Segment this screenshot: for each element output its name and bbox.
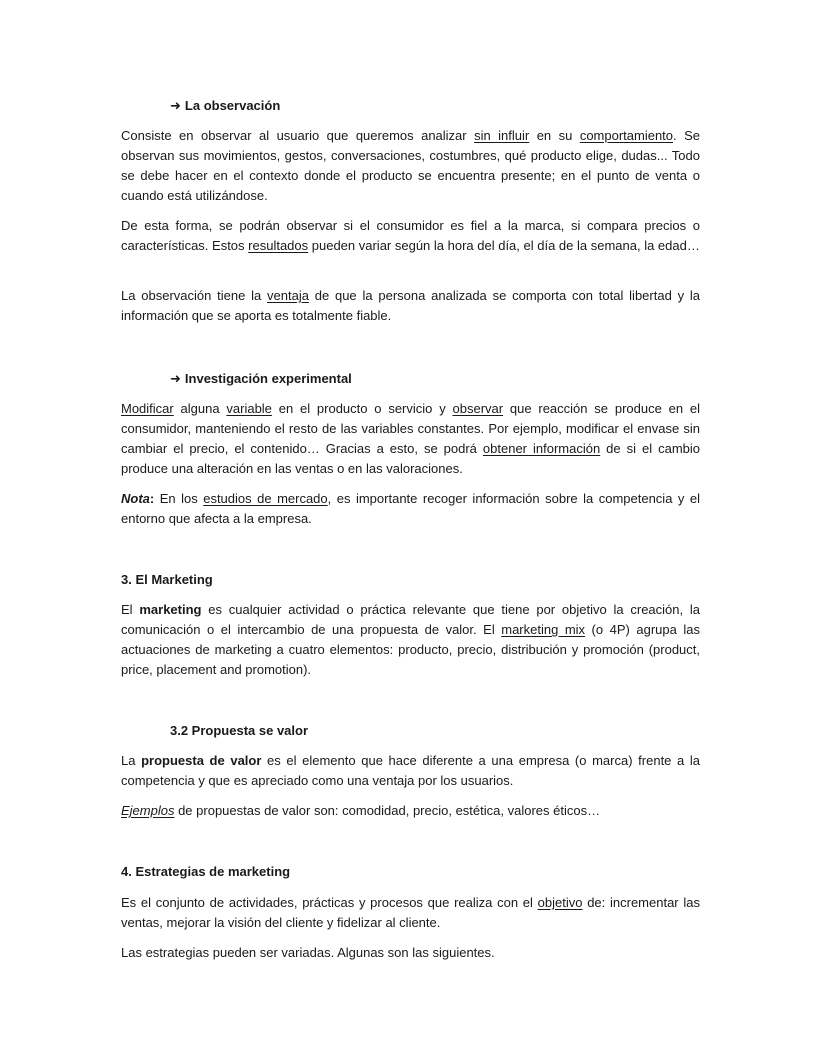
heading-estrategias xyxy=(121,862,290,882)
underlined-term: observar xyxy=(452,401,504,416)
heading-propuesta-valor xyxy=(170,721,308,741)
heading-text: 3. El Marketing xyxy=(121,572,213,587)
paragraph-nota: Nota: En los estudios de mercado, es importante recoger información sobre la competencia y el entorno que afecta a la empresa. xyxy=(121,491,701,526)
heading-investigacion-experimental xyxy=(170,369,352,389)
underlined-term: marketing mix xyxy=(501,622,586,637)
paragraph-propuesta-2: Ejemplos de propuestas de valor son: comodidad, precio, estética, valores éticos… xyxy=(121,803,601,818)
paragraph-propuesta-1: La propuesta de valor es el elemento que hace diferente a una empresa (o marca) frente a la competencia y que es apreciado como una ventaja por los usuarios. xyxy=(121,753,700,788)
paragraph-estrategias-1: Es el conjunto de actividades, prácticas y procesos que realiza con el objetivo de: incrementar las ventas, mejorar la visión del cliente y fidelizar al cliente. xyxy=(121,895,700,930)
underlined-term: sin influir xyxy=(474,128,530,143)
paragraph-investigacion: Modificar alguna variable en el producto o servicio y observar que reacción se produce en el consumidor, manteniendo el resto de las variables constantes. Por ejemplo, modificar el envase sin cambiar el precio, el contenido… Gracias a esto, se podrá obtener información de si el cambio produce una alteración en las ventas o en las valoraciones. xyxy=(121,401,701,476)
underlined-term: resultados xyxy=(248,238,309,253)
heading-text: Investigación experimental xyxy=(184,371,352,386)
underlined-term: ventaja xyxy=(267,288,309,303)
heading-text: 4. Estrategias de marketing xyxy=(121,864,291,879)
underlined-term: comportamiento xyxy=(579,128,674,143)
paragraph-marketing: El marketing es cualquier actividad o práctica relevante que tiene por objetivo la creación, la comunicación o el intercambio de una propuesta de valor. El marketing mix (o 4P) agrupa las actuaciones de marketing a cuatro elementos: producto, precio, distribución y promoción (product, price, placement and promotion). xyxy=(121,602,701,677)
note-label: Nota xyxy=(121,491,150,506)
underlined-term: estudios de mercado xyxy=(203,491,328,506)
heading-el-marketing xyxy=(121,570,213,590)
paragraph-observacion-1: Consiste en observar al usuario que queremos analizar sin influir en su comportamiento. Se observan sus movimientos, gestos, conversaciones, costumbres, qué producto elige, dudas... Todo se debe hacer en el contexto donde el producto se encuentra presente; en el punto de venta o cuando está utilizándose. xyxy=(121,128,701,203)
heading-text: 3.2 Propuesta se valor xyxy=(170,723,309,738)
heading-la-observacion xyxy=(170,96,280,116)
underlined-term: obtener información xyxy=(482,441,601,456)
arrow-icon: ➜ xyxy=(170,98,181,113)
paragraph-observacion-3: La observación tiene la ventaja de que la persona analizada se comporta con total libertad y la información que se aporta es totalmente fiable. xyxy=(121,288,700,323)
underlined-term: Ejemplos xyxy=(121,803,175,818)
heading-text: La observación xyxy=(184,98,281,113)
underlined-term: objetivo xyxy=(537,895,583,910)
paragraph-observacion-2: De esta forma, se podrán observar si el consumidor es fiel a la marca, si compara precios o características. Estos resultados pueden variar según la hora del día, el día de la semana, la edad… xyxy=(121,218,700,253)
paragraph-estrategias-2: Las estrategias pueden ser variadas. Algunas son las siguientes. xyxy=(121,945,495,960)
underlined-term: Modificar xyxy=(121,401,174,416)
arrow-icon: ➜ xyxy=(170,371,181,386)
underlined-term: variable xyxy=(226,401,272,416)
